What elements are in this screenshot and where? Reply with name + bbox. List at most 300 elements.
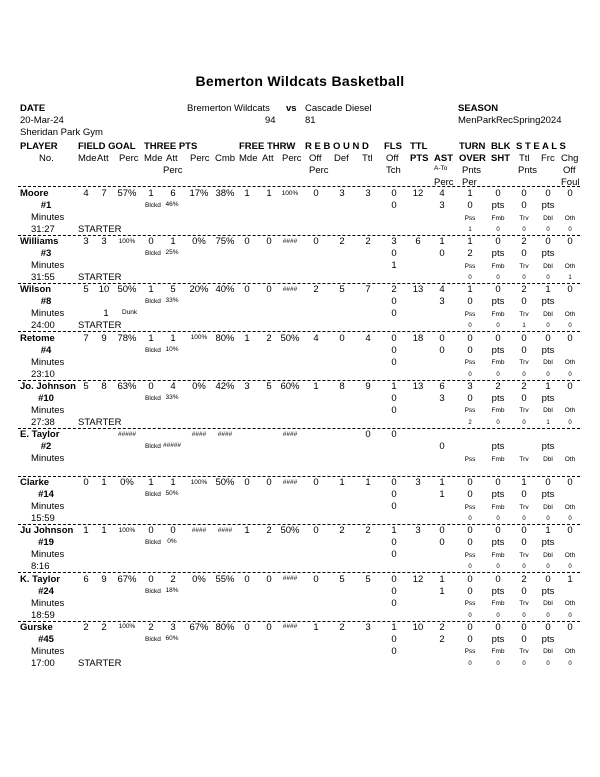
cell-off: 1: [313, 621, 319, 633]
cell-to-pss: 0: [468, 564, 472, 571]
cell-tpm: 0: [148, 380, 154, 392]
cell-stl-pts: 0: [521, 296, 527, 308]
cell-fgp: 50%: [117, 284, 137, 296]
cell-to-pss: 0: [468, 660, 472, 667]
cell-min: 15:59: [31, 513, 55, 525]
cell-ato: 0: [439, 441, 445, 452]
cell-to-dbl: 0: [546, 660, 550, 667]
header-ft-perc: Perc: [282, 153, 302, 164]
cell-ato: 2: [439, 633, 445, 645]
oth-label: Oth: [564, 455, 576, 463]
header-over: OVER: [459, 153, 486, 164]
header-field-goal: FIELD GOAL: [78, 141, 136, 152]
minutes-label: Minutes: [31, 308, 65, 320]
cell-to-oth: 0: [568, 612, 572, 619]
oth-label: Oth: [564, 214, 576, 222]
cell-blk-pts: pts: [491, 441, 505, 452]
cell-fgm: 2: [83, 621, 89, 633]
cell-num: #14: [38, 489, 54, 501]
cell-turn-pts: 0: [467, 200, 473, 211]
cell-fgm: 4: [83, 188, 89, 199]
cell-num: #24: [38, 585, 54, 597]
header-pts: PTS: [410, 153, 429, 164]
cell-ftp: ####: [282, 285, 298, 293]
cell-to-pss: 2: [468, 419, 472, 426]
cell-fga: 7: [101, 188, 107, 199]
cell-off: 0: [313, 525, 319, 537]
cell-tpp: 100%: [190, 478, 208, 486]
cell-off: 0: [313, 573, 319, 585]
cell-def: 8: [339, 380, 345, 392]
cell-turn-pts: 0: [467, 296, 473, 308]
oth-label: Oth: [564, 359, 576, 367]
cell-frc: 0: [545, 477, 551, 489]
cell-fga: 9: [101, 332, 107, 344]
header-stl-frc: Frc: [541, 153, 555, 164]
cell-to-pss: 0: [468, 516, 472, 523]
cell-stl: 0: [521, 621, 527, 633]
cell-tpm: 1: [148, 477, 154, 489]
cell-stl-pts: 0: [521, 489, 527, 501]
cell-turn: 1: [467, 188, 473, 199]
cell-to-pss: 0: [468, 323, 472, 330]
cell-num: #45: [38, 633, 54, 645]
cell-ftp: ####: [282, 430, 298, 438]
cell-cmb: 38%: [215, 188, 235, 199]
cell-ftp: ####: [282, 478, 298, 486]
game-date: 20-Mar-24: [20, 115, 64, 126]
header-tp-perc: Perc: [190, 153, 210, 164]
cell-name: Retome: [20, 332, 55, 344]
cell-stl-pts: 0: [521, 537, 527, 549]
cell-name: Clarke: [20, 477, 50, 489]
cell-num: #10: [38, 392, 54, 404]
cell-ato: 0: [439, 537, 445, 549]
blocked-label: Blckd: [145, 635, 161, 643]
away-team: Cascade Diesel: [305, 103, 372, 114]
dbl-label: Dbl: [543, 214, 553, 222]
cell-to-fmb: 0: [496, 516, 500, 523]
trv-label: Trv: [519, 503, 529, 511]
cell-tpa: 5: [170, 284, 176, 296]
cell-turn: 1: [467, 236, 473, 248]
cell-starter: STARTER: [78, 657, 122, 669]
trv-label: Trv: [519, 600, 529, 608]
cell-fgp: 67%: [117, 573, 137, 585]
cell-tpp: 17%: [189, 188, 209, 199]
cell-blk: 0: [495, 525, 501, 537]
cell-frc: 0: [545, 573, 551, 585]
cell-frc: 0: [545, 621, 551, 633]
cell-name: E. Taylor: [20, 429, 60, 440]
pss-label: Pss: [464, 407, 476, 415]
cell-ttl: 0: [365, 429, 371, 440]
header-tp-att: Att: [166, 153, 178, 164]
cell-blk-perc: 0%: [167, 538, 177, 546]
pss-label: Pss: [464, 214, 476, 222]
pss-label: Pss: [464, 310, 476, 318]
cell-to-dbl: 0: [546, 227, 550, 233]
header-no: No.: [39, 153, 54, 164]
minutes-label: Minutes: [31, 501, 65, 513]
cell-ato: 0: [439, 344, 445, 356]
cell-chg: 0: [567, 332, 573, 344]
cell-to-oth: 0: [568, 516, 572, 523]
cell-fls2: 0: [391, 633, 397, 645]
cell-pts: 18: [412, 332, 424, 344]
cell-pts: 3: [415, 477, 421, 489]
cell-turn: 0: [467, 332, 473, 344]
cell-tpp: 0%: [192, 236, 206, 248]
cell-frc: 0: [545, 188, 551, 199]
cell-tpa: 0: [170, 525, 176, 537]
cell-to-fmb: 0: [496, 227, 500, 233]
cell-fls: 1: [391, 621, 397, 633]
cell-tpa: 4: [170, 380, 176, 392]
cell-tpm: 0: [148, 236, 154, 248]
minutes-label: Minutes: [31, 356, 65, 368]
cell-blk: 0: [495, 284, 501, 296]
cell-stl: 2: [521, 284, 527, 296]
cell-chg: 0: [567, 188, 573, 199]
cell-name: K. Taylor: [20, 573, 60, 585]
cell-starter: STARTER: [78, 320, 122, 332]
trv-label: Trv: [519, 455, 529, 463]
cell-fls: 2: [391, 284, 397, 296]
cell-cmb: ####: [217, 526, 233, 534]
cell-fga: 1: [101, 525, 107, 537]
header-three-pts: THREE PTS: [144, 141, 198, 152]
oth-label: Oth: [564, 262, 576, 270]
oth-label: Oth: [564, 551, 576, 559]
cell-off: 0: [313, 188, 319, 199]
cell-stl: 2: [521, 573, 527, 585]
cell-name: Moore: [20, 188, 49, 199]
cell-chg-pts: pts: [541, 585, 555, 597]
cell-tpa: 1: [170, 477, 176, 489]
cell-chg: 1: [567, 573, 573, 585]
cell-fls: 0: [391, 332, 397, 344]
cell-min: 18:59: [31, 609, 55, 621]
cell-fta: 0: [266, 236, 272, 248]
blocked-label: Blckd: [145, 298, 161, 306]
cell-chg: 0: [567, 477, 573, 489]
cell-chg-pts: pts: [541, 200, 555, 211]
cell-stl: 1: [521, 477, 527, 489]
header-chg-foul: Foul: [561, 177, 580, 188]
cell-fta: 5: [266, 380, 272, 392]
cell-tpp: ####: [191, 430, 207, 438]
cell-fgp: 100%: [118, 623, 136, 631]
cell-pts: 12: [412, 188, 424, 199]
cell-turn: 0: [467, 525, 473, 537]
cell-to-trv: 1: [522, 323, 526, 330]
cell-tpa: 6: [170, 188, 176, 199]
cell-chg-pts: pts: [541, 489, 555, 501]
cell-fls3: 0: [391, 549, 397, 561]
header-ft-att: Att: [262, 153, 274, 164]
cell-pts: 12: [412, 573, 424, 585]
cell-to-oth: 0: [568, 660, 572, 667]
cell-tpa: 1: [170, 236, 176, 248]
cell-turn: 0: [467, 621, 473, 633]
dbl-label: Dbl: [543, 503, 553, 511]
header-ato: A-To: [434, 165, 448, 172]
dbl-label: Dbl: [543, 648, 553, 656]
cell-name: Williams: [20, 236, 59, 248]
cell-fls: 0: [391, 477, 397, 489]
cell-fgp: #####: [117, 430, 137, 438]
fmb-label: Fmb: [491, 359, 505, 367]
cell-chg-pts: pts: [541, 633, 555, 645]
cell-blk: 0: [495, 236, 501, 248]
cell-turn: 0: [467, 477, 473, 489]
cell-to-trv: 0: [522, 419, 526, 426]
cell-to-fmb: 0: [496, 371, 500, 378]
cell-fga: 3: [101, 236, 107, 248]
cell-blk-pts: pts: [491, 200, 505, 211]
header-player: PLAYER: [20, 141, 58, 152]
blocked-label: Blckd: [145, 250, 161, 258]
header-fls-off: Off: [386, 153, 399, 164]
cell-fls: 3: [391, 236, 397, 248]
fmb-label: Fmb: [491, 551, 505, 559]
header-tp-mde: Mde: [144, 153, 163, 164]
cell-ato: 1: [439, 489, 445, 501]
cell-stl-pts: 0: [521, 344, 527, 356]
dbl-label: Dbl: [543, 359, 553, 367]
minutes-label: Minutes: [31, 645, 65, 657]
blocked-label: Blckd: [145, 587, 161, 595]
cell-cmb: 75%: [215, 236, 235, 248]
cell-ttl: 4: [365, 332, 371, 344]
cell-num: #2: [40, 441, 52, 452]
cell-chg-pts: pts: [541, 441, 555, 452]
oth-label: Oth: [564, 310, 576, 318]
cell-tpp: 67%: [189, 621, 209, 633]
cell-frc: 0: [545, 236, 551, 248]
cell-ast: 4: [439, 284, 445, 296]
cell-to-trv: 0: [522, 275, 526, 282]
dbl-label: Dbl: [543, 262, 553, 270]
header-reb-def: Def: [334, 153, 349, 164]
cell-ftp: 50%: [280, 525, 300, 537]
away-score: 81: [305, 115, 316, 126]
cell-fls: 1: [391, 525, 397, 537]
cell-pts: 6: [415, 236, 421, 248]
header-cmb: Cmb: [215, 153, 236, 164]
cell-fgp: 0%: [120, 477, 134, 489]
cell-to-dbl: 0: [546, 323, 550, 330]
cell-turn-pts: 0: [467, 633, 473, 645]
cell-chg: 0: [567, 380, 573, 392]
header-turn-pnts: Pnts: [462, 165, 482, 176]
cell-blk-perc: 46%: [165, 201, 179, 208]
cell-to-trv: 0: [522, 227, 526, 233]
blocked-label: Blckd: [145, 394, 161, 402]
cell-dunk-label: Dunk: [122, 309, 138, 317]
cell-cmb: 55%: [215, 573, 235, 585]
fmb-label: Fmb: [491, 503, 505, 511]
cell-ftm: 0: [244, 573, 250, 585]
cell-def: 2: [339, 525, 345, 537]
cell-ftp: ####: [282, 237, 298, 245]
cell-to-fmb: 0: [496, 419, 500, 426]
minutes-label: Minutes: [31, 404, 65, 416]
cell-num: #8: [40, 296, 52, 308]
cell-stl-pts: 0: [521, 633, 527, 645]
home-team: Bremerton Wildcats: [187, 103, 270, 114]
cell-stl-pts: 0: [521, 200, 527, 211]
cell-chg-pts: pts: [541, 248, 555, 260]
cell-fta: 2: [266, 525, 272, 537]
cell-fgm: 0: [83, 477, 89, 489]
dbl-label: Dbl: [543, 310, 553, 318]
cell-turn-pts: 0: [467, 585, 473, 597]
cell-chg: 0: [567, 525, 573, 537]
cell-pts: 13: [412, 284, 424, 296]
cell-chg-pts: pts: [541, 296, 555, 308]
cell-fgp: 78%: [117, 332, 137, 344]
season: MenParkRecSpring2024: [458, 115, 562, 126]
cell-fta: 2: [266, 332, 272, 344]
header-chg: Chg: [561, 153, 579, 164]
cell-fls3: 0: [391, 404, 397, 416]
cell-blk-pts: pts: [491, 537, 505, 549]
cell-pts: 10: [412, 621, 424, 633]
cell-to-fmb: 0: [496, 323, 500, 330]
minutes-label: Minutes: [31, 453, 65, 464]
oth-label: Oth: [564, 600, 576, 608]
cell-fga: 2: [101, 621, 107, 633]
cell-ast: 1: [439, 573, 445, 585]
pss-label: Pss: [464, 648, 476, 656]
cell-def: 2: [339, 621, 345, 633]
cell-blk: 0: [495, 477, 501, 489]
pss-label: Pss: [464, 503, 476, 511]
cell-name: Wilson: [20, 284, 52, 296]
cell-blk: 0: [495, 573, 501, 585]
cell-min: 24:00: [31, 320, 55, 332]
cell-fls2: 0: [391, 296, 397, 308]
vs-label: vs: [286, 103, 297, 114]
header-reb-off: Off: [309, 153, 322, 164]
cell-blk-perc: #####: [162, 442, 182, 449]
cell-starter: STARTER: [78, 224, 122, 235]
dbl-label: Dbl: [543, 600, 553, 608]
cell-fta: 1: [266, 188, 272, 199]
cell-fga: 1: [101, 477, 107, 489]
cell-frc: 1: [545, 380, 551, 392]
oth-label: Oth: [564, 503, 576, 511]
cell-fls: 0: [391, 429, 397, 440]
cell-starter: STARTER: [78, 272, 122, 284]
trv-label: Trv: [519, 407, 529, 415]
cell-stl-pts: 0: [521, 585, 527, 597]
header-separator: [18, 186, 580, 187]
cell-name: Gurske: [20, 621, 53, 633]
header-reb-perc: Perc: [309, 165, 329, 176]
header-fg-att: Att: [97, 153, 109, 164]
cell-to-oth: 0: [568, 419, 572, 426]
fmb-label: Fmb: [491, 648, 505, 656]
minutes-label: Minutes: [31, 212, 65, 223]
cell-fls: 0: [391, 573, 397, 585]
header-fls: FLS: [384, 141, 402, 152]
cell-ast: 6: [439, 380, 445, 392]
cell-cmb: 40%: [215, 284, 235, 296]
dbl-label: Dbl: [543, 455, 553, 463]
cell-num: #3: [40, 248, 52, 260]
header-stl-pnts: Pnts: [518, 165, 538, 176]
cell-to-fmb: 0: [496, 275, 500, 282]
cell-ftm: 1: [244, 188, 250, 199]
header-steals: S T E A L S: [516, 141, 566, 152]
cell-num: #19: [38, 537, 54, 549]
fmb-label: Fmb: [491, 214, 505, 222]
cell-to-oth: 0: [568, 227, 572, 233]
cell-blk: 0: [495, 188, 501, 199]
cell-ast: 1: [439, 477, 445, 489]
report-title: Bemerton Wildcats Basketball: [195, 73, 405, 89]
header-turn-per: Per: [462, 177, 477, 188]
oth-label: Oth: [564, 648, 576, 656]
cell-to-trv: 0: [522, 564, 526, 571]
cell-ftm: 0: [244, 621, 250, 633]
minutes-label: Minutes: [31, 597, 65, 609]
cell-to-trv: 0: [522, 612, 526, 619]
cell-fls3: 1: [391, 260, 397, 272]
header-fls-tch: Tch: [386, 165, 401, 176]
cell-fls2: 0: [391, 344, 397, 356]
cell-name: Ju Johnson: [20, 525, 74, 537]
cell-blk: 0: [495, 332, 501, 344]
cell-tpa: 3: [170, 621, 176, 633]
header-blk-perc: Perc: [163, 165, 183, 176]
cell-blk: 2: [495, 380, 501, 392]
cell-fls2: 0: [391, 537, 397, 549]
cell-min: 8:16: [31, 561, 50, 573]
cell-tpa: 2: [170, 573, 176, 585]
fmb-label: Fmb: [491, 600, 505, 608]
cell-cmb: 42%: [215, 380, 235, 392]
cell-to-fmb: 0: [496, 612, 500, 619]
cell-tpp: 0%: [192, 380, 206, 392]
cell-ftp: 60%: [280, 380, 300, 392]
cell-turn-pts: 0: [467, 537, 473, 549]
cell-ast: 1: [439, 236, 445, 248]
row-separator: [18, 428, 580, 429]
cell-ftm: 0: [244, 284, 250, 296]
cell-ato: 3: [439, 296, 445, 308]
cell-blk-pts: pts: [491, 392, 505, 404]
cell-blk-pts: pts: [491, 633, 505, 645]
cell-ast: 0: [439, 332, 445, 344]
cell-chg-pts: pts: [541, 537, 555, 549]
pss-label: Pss: [464, 455, 476, 463]
cell-min: 27:38: [31, 416, 55, 428]
cell-num: #1: [40, 200, 52, 211]
cell-to-fmb: 0: [496, 660, 500, 667]
cell-fls: 1: [391, 380, 397, 392]
cell-fls: 0: [391, 188, 397, 199]
cell-fta: 0: [266, 284, 272, 296]
cell-fgm: 5: [83, 284, 89, 296]
cell-fta: 0: [266, 573, 272, 585]
cell-blk-perc: 50%: [165, 490, 179, 498]
cell-to-trv: 0: [522, 516, 526, 523]
cell-to-dbl: 0: [546, 516, 550, 523]
